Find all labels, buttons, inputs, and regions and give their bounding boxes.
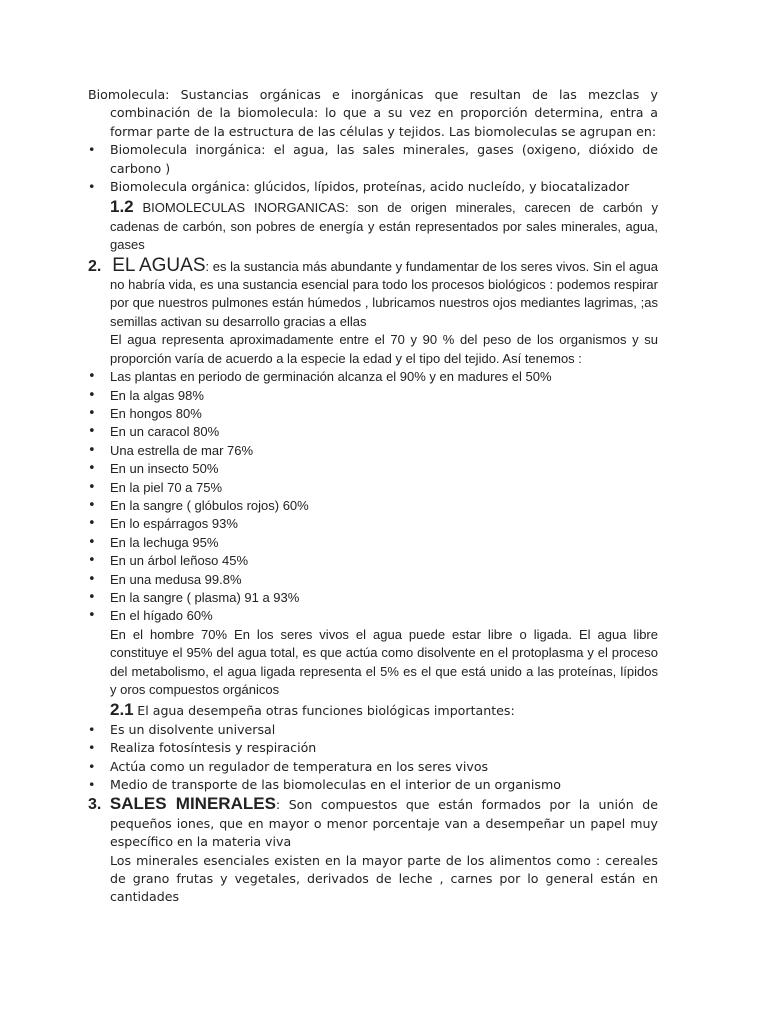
bullet-icon: •	[88, 369, 96, 385]
bullet-icon: •	[88, 758, 96, 774]
bullet-icon: •	[88, 442, 96, 458]
section-number: 3.	[88, 796, 102, 814]
section-text: BIOMOLECULAS INORGANICAS: son de origen minerales, carecen de carbón y cadenas de carbón, son pobres de energía y están representados por sales minerales, agua, gases	[110, 200, 658, 253]
list-item: • En la piel 70 a 75%	[88, 479, 658, 497]
bullet-icon: •	[88, 571, 96, 587]
bullet-icon: •	[88, 608, 96, 624]
bullet-icon: •	[88, 589, 96, 605]
list-item: • En la sangre ( plasma) 91 a 93%	[88, 589, 658, 607]
list-item: • En el hígado 60%	[88, 607, 658, 625]
section-1-2	[88, 198, 658, 254]
intro-bullet-organic	[88, 178, 658, 196]
section-title: SALES MINERALES	[109, 794, 276, 814]
list-item: • Actúa como un regulador de temperatura en los seres vivos	[88, 758, 658, 776]
section-text: El agua desempeña otras funciones biológicas importantes:	[137, 703, 515, 719]
list-item: • En la sangre ( glóbulos rojos) 60%	[88, 497, 658, 515]
list-item: • Una estrella de mar 76%	[88, 442, 658, 460]
water-content-list	[88, 368, 658, 626]
bullet-icon: •	[88, 387, 96, 403]
bullet-icon: •	[88, 534, 96, 550]
list-item: • En un insecto 50%	[88, 460, 658, 478]
document-page	[88, 86, 658, 907]
bullet-icon: •	[88, 740, 96, 756]
bullet-icon: •	[88, 497, 96, 513]
intro-paragraph: Biomolecula: Sustancias orgánicas e inorgánicas que resultan de las mezclas y combinación de la biomolecula: lo que a su vez en proporción determina, entra a formar parte de la estructura de las células y tejidos. Las biomoleculas se agrupan en:	[88, 87, 658, 139]
intro-bullet-inorganic	[88, 141, 658, 178]
list-item: • En la lechuga 95%	[88, 534, 658, 552]
section-2-1	[88, 701, 658, 720]
section-number: 2.1	[110, 700, 134, 720]
section-text: : Son compuestos que están formados por la unión de pequeños iones, que en mayor o menor porcentaje van a desempeñar un papel muy específico en la materia viva	[110, 797, 658, 850]
bullet-icon: •	[88, 777, 96, 793]
list-item-text: Biomolecula orgánica: glúcidos, lípidos, proteínas, acido nucleído, y biocatalizador	[110, 179, 630, 195]
bullet-icon: •	[88, 479, 96, 495]
list-item: • En una medusa 99.8%	[88, 571, 658, 589]
section-number: 1.2	[110, 197, 134, 217]
list-item: • En la algas 98%	[88, 387, 658, 405]
list-item: • En un caracol 80%	[88, 423, 658, 441]
bullet-icon: •	[88, 179, 96, 195]
minerals-paragraph: Los minerales esenciales existen en la mayor parte de los alimentos como : cereales de grano frutas y vegetales, derivados de leche , carnes por lo general están en cantidades	[110, 852, 658, 905]
list-item: • Las plantas en periodo de germinación alcanza el 90% y en madures el 50%	[88, 368, 658, 386]
bullet-icon: •	[88, 142, 96, 158]
bullet-icon: •	[88, 424, 96, 440]
bullet-icon: •	[88, 461, 96, 477]
list-item: • En un árbol leñoso 45%	[88, 552, 658, 570]
section-number: 2.	[88, 257, 102, 275]
bullet-icon: •	[88, 721, 96, 737]
list-item: • Medio de transporte de las biomoleculas en el interior de un organismo	[88, 776, 658, 794]
list-item: • En hongos 80%	[88, 405, 658, 423]
water-functions-list	[88, 721, 658, 795]
section-text: : es la sustancia más abundante y fundamentar de los seres vivos. Sin el agua no habría vida, es una sustancia esencial para todo los procesos biológicos : podemos respirar por que nuestros pulmones están húmedos , lubricamos nuestros ojos mediantes lagrimas, ;as semillas activan su desarrollo gracias a ellas	[110, 258, 658, 329]
section-2	[88, 254, 658, 332]
free-bound-water-paragraph: En el hombre 70% En los seres vivos el agua puede estar libre o ligada. El agua libre constituye el 95% del agua total, es que actúa como disolvente en el protoplasma y el proceso del metabolismo, el agua ligada representa el 5% es el que está unido a las proteínas, lípidos y oros compuestos orgánicos	[110, 626, 658, 697]
water-proportion-paragraph: El agua representa aproximadamente entre el 70 y 90 % del peso de los organismos y su proporción varía de acuerdo a la especie la edad y el tipo del tejido. Así tenemos :	[110, 332, 658, 366]
bullet-icon: •	[88, 405, 96, 421]
section-title: EL AGUAS	[112, 254, 206, 276]
list-item: • Realiza fotosíntesis y respiración	[88, 739, 658, 757]
section-3	[88, 795, 658, 851]
list-item: • Es un disolvente universal	[88, 721, 658, 739]
list-item-text: Biomolecula inorgánica: el agua, las sales minerales, gases (oxigeno, dióxido de carbono )	[110, 142, 658, 176]
bullet-icon: •	[88, 553, 96, 569]
bullet-icon: •	[88, 516, 96, 532]
list-item: • En lo espárragos 93%	[88, 515, 658, 533]
